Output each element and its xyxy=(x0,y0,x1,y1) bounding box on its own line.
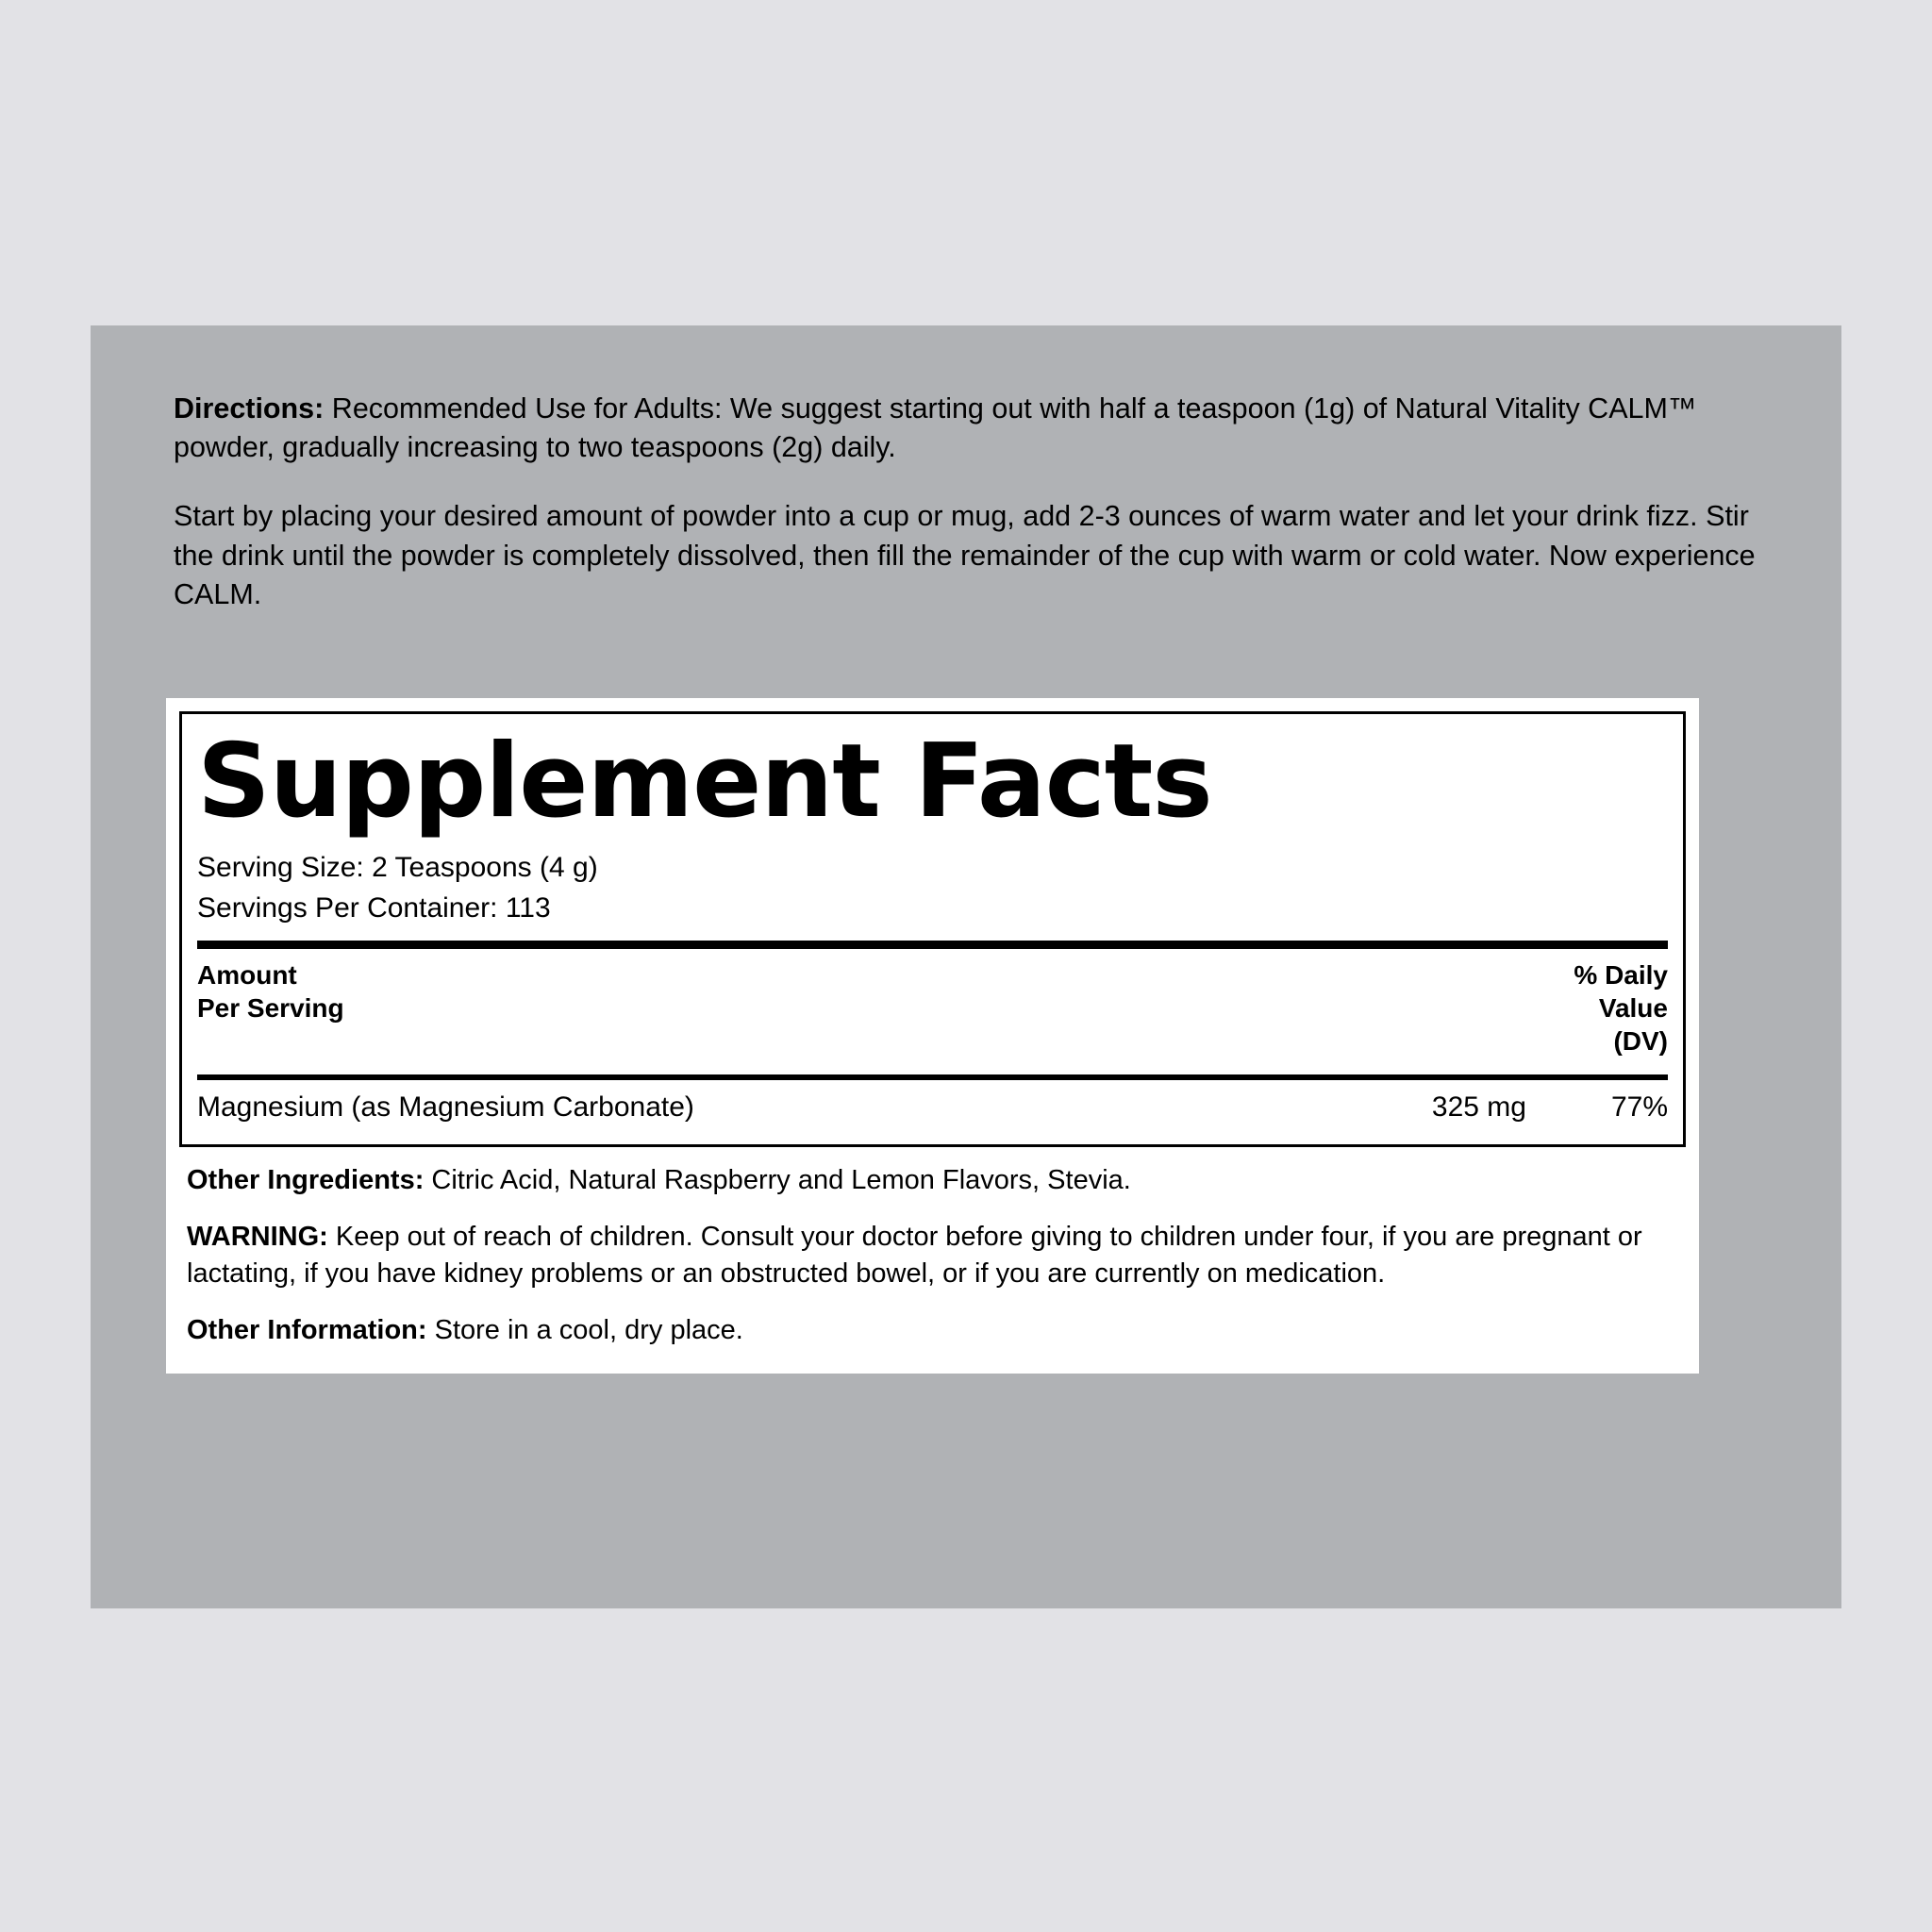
directions-paragraph-2: Start by placing your desired amount of powder into a cup or mug, add 2-3 ounces of warm water and let your drink fizz. Stir the drink until the powder is completely dissolved, then fill the remainder of the cup with warm or cold water. Now experience CALM. xyxy=(174,500,1756,610)
dv-header-line-1: % Daily xyxy=(1574,959,1668,990)
amount-header-line-2: Per Serving xyxy=(197,992,344,1023)
nutrient-name: Magnesium (as Magnesium Carbonate) xyxy=(197,1091,694,1123)
table-row xyxy=(197,1080,1668,1133)
directions-label: Directions: xyxy=(174,392,325,425)
amount-header-line-1: Amount xyxy=(197,959,297,990)
serving-size: Serving Size: 2 Teaspoons (4 g) xyxy=(197,852,598,884)
supplement-facts-box xyxy=(166,698,1699,1374)
warning-label: WARNING: xyxy=(187,1222,328,1253)
nutrient-daily-value: 77% xyxy=(1610,1091,1668,1123)
supplement-facts-panel xyxy=(179,711,1686,1147)
directions-paragraph-1 xyxy=(174,390,1768,467)
other-information xyxy=(187,1312,1678,1349)
dv-header-line-3: (DV) xyxy=(1613,1025,1668,1056)
warning xyxy=(187,1219,1678,1291)
amount-per-serving-header xyxy=(197,958,344,1024)
other-ingredients-text: Citric Acid, Natural Raspberry and Lemon Flavors, Stevia. xyxy=(424,1164,1131,1195)
divider-thick-top xyxy=(197,941,1668,949)
dv-header-line-2: Value xyxy=(1598,992,1668,1023)
other-information-text: Store in a cool, dry place. xyxy=(426,1315,743,1346)
daily-value-header xyxy=(1574,958,1668,1058)
supplement-label-panel xyxy=(91,325,1841,1608)
other-information-label: Other Information: xyxy=(187,1315,427,1346)
directions-section xyxy=(174,390,1768,614)
footnotes-section xyxy=(166,1147,1699,1374)
directions-text-1: Recommended Use for Adults: We suggest starting out with half a teaspoon (1g) of Natural Vitality CALM™ powder, gradually increasing to two teaspoons (2g) daily. xyxy=(174,392,1697,464)
servings-per-container: Servings Per Container: 113 xyxy=(197,891,551,924)
facts-column-headers xyxy=(197,949,1668,1065)
nutrient-amount: 325 mg xyxy=(1431,1091,1526,1123)
other-ingredients xyxy=(187,1162,1678,1199)
other-ingredients-label: Other Ingredients: xyxy=(187,1164,425,1195)
warning-text: Keep out of reach of children. Consult your doctor before giving to children under four, if you are pregnant or lactating, if you have kidney problems or an obstructed bowel, or if you are currently on medication. xyxy=(187,1222,1642,1289)
supplement-facts-title: Supplement Facts xyxy=(197,723,1212,841)
